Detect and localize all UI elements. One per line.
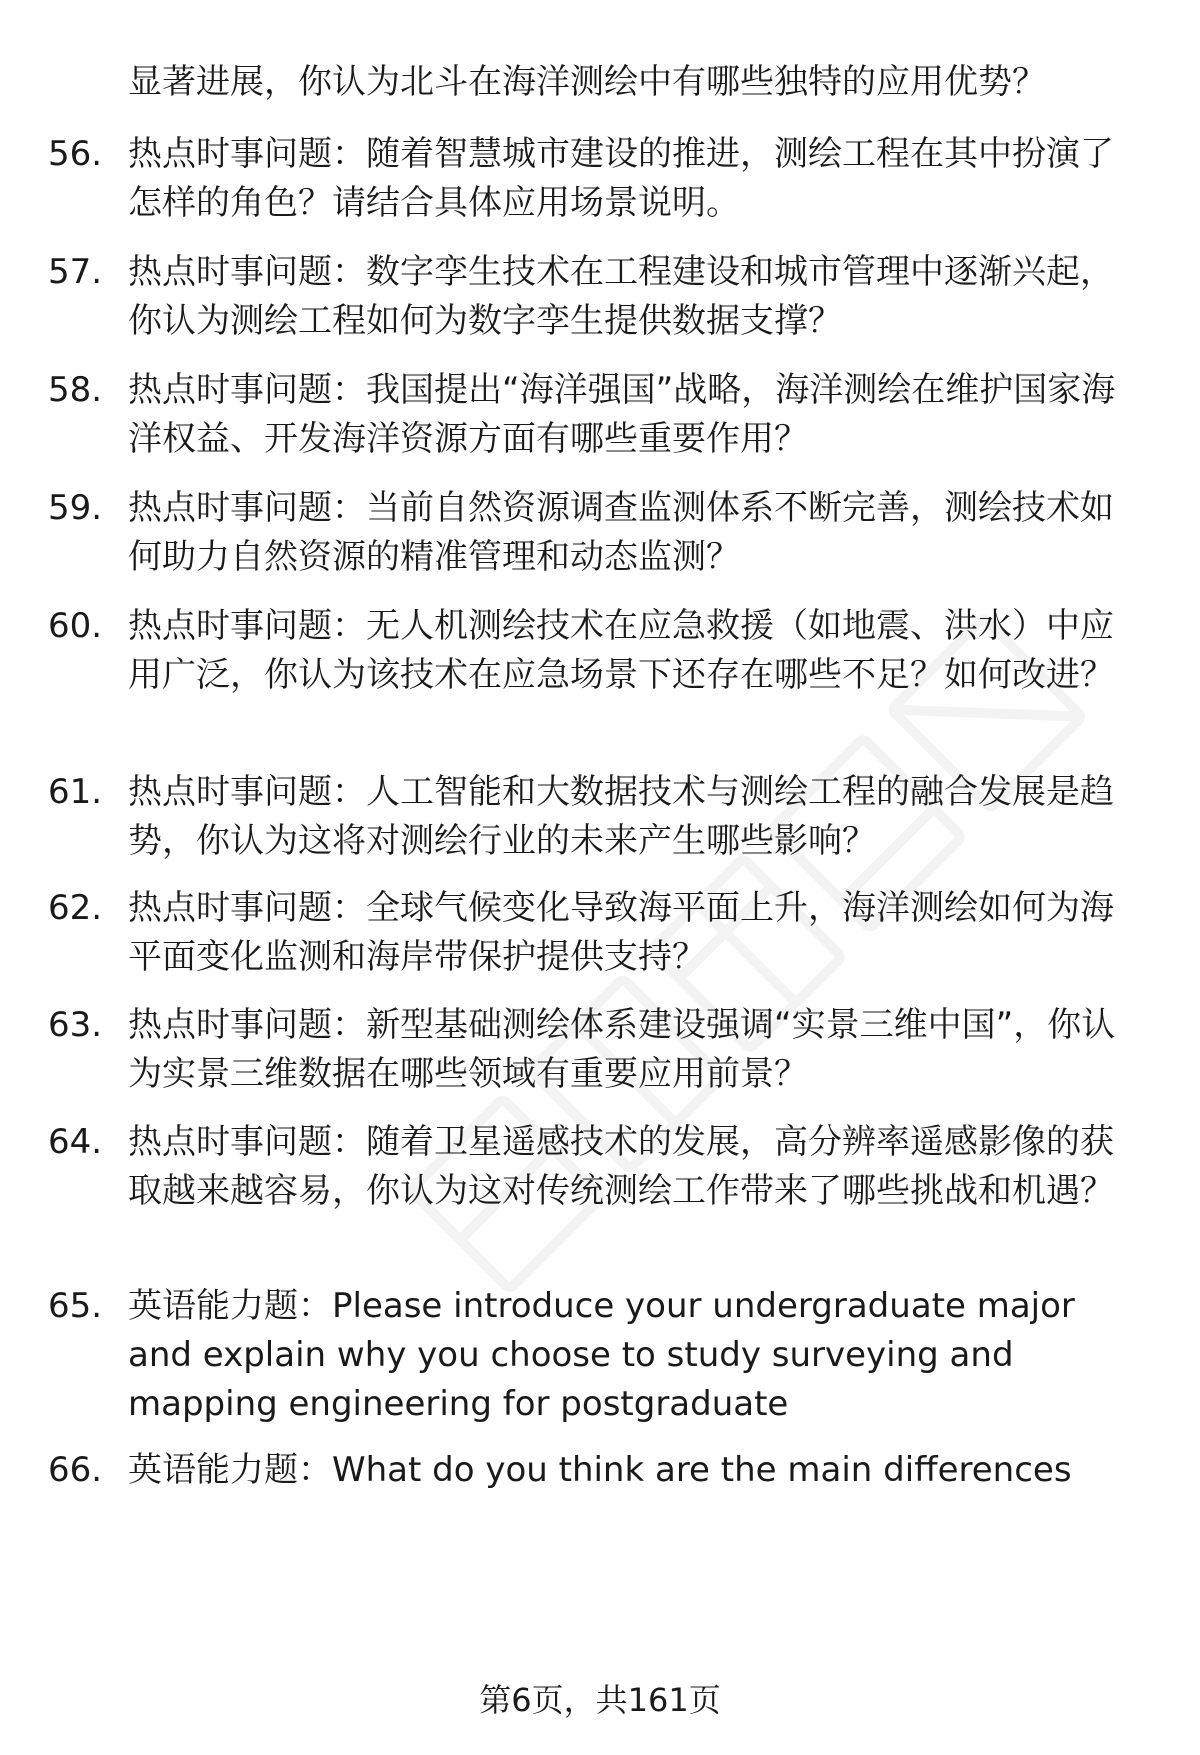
question-number: 57. <box>48 252 103 292</box>
question-number: 61. <box>48 772 103 812</box>
question-number: 59. <box>48 488 103 528</box>
question-text: 热点时事问题：我国提出“海洋强国”战略，海洋测绘在维护国家海洋权益、开发海洋资源方面有哪些重要作用？ <box>128 370 1116 459</box>
question-number: 66. <box>48 1450 103 1490</box>
question-number: 63. <box>48 1005 103 1045</box>
question-text: 热点时事问题：新型基础测绘体系建设强调“实景三维中国”，你认为实景三维数据在哪些领域有重要应用前景？ <box>128 1005 1116 1094</box>
question-text: 热点时事问题：人工智能和大数据技术与测绘工程的融合发展是趋势，你认为这将对测绘行业的未来产生哪些影响？ <box>128 772 1114 861</box>
question-number: 56. <box>48 134 103 174</box>
question-text: 热点时事问题：无人机测绘技术在应急救援（如地震、洪水）中应用广泛，你认为该技术在应急场景下还存在哪些不足？如何改进？ <box>128 606 1114 695</box>
question-number: 65. <box>48 1286 103 1326</box>
question-number: 62. <box>48 888 103 928</box>
question-number: 58. <box>48 370 103 410</box>
page-footer: 第6页，共161页 <box>479 1681 721 1719</box>
question-number: 60. <box>48 606 103 646</box>
question-text: 热点时事问题：随着卫星遥感技术的发展，高分辨率遥感影像的获取越来越容易，你认为这对传统测绘工作带来了哪些挑战和机遇？ <box>128 1122 1114 1211</box>
question-text: 热点时事问题：随着智慧城市建设的推进，测绘工程在其中扮演了怎样的角色？请结合具体应用场景说明。 <box>128 134 1114 223</box>
question-number: 64. <box>48 1122 103 1162</box>
question-text: 英语能力题：Please introduce your undergraduate major and explain why you choose to study surveying and mapping engineering for postgraduate <box>128 1286 1075 1424</box>
question-text: 英语能力题：What do you think are the main differences <box>128 1450 1072 1490</box>
question-text: 热点时事问题：全球气候变化导致海平面上升，海洋测绘如何为海平面变化监测和海岸带保护提供支持？ <box>128 888 1114 977</box>
question-text: 热点时事问题：数字孪生技术在工程建设和城市管理中逐渐兴起，你认为测绘工程如何为数字孪生提供数据支撑？ <box>128 252 1114 341</box>
question-text: 热点时事问题：当前自然资源调查监测体系不断完善，测绘技术如何助力自然资源的精准管理和动态监测？ <box>128 488 1114 577</box>
continuation-text: 显著进展，你认为北斗在海洋测绘中有哪些独特的应用优势？ <box>128 62 1046 102</box>
